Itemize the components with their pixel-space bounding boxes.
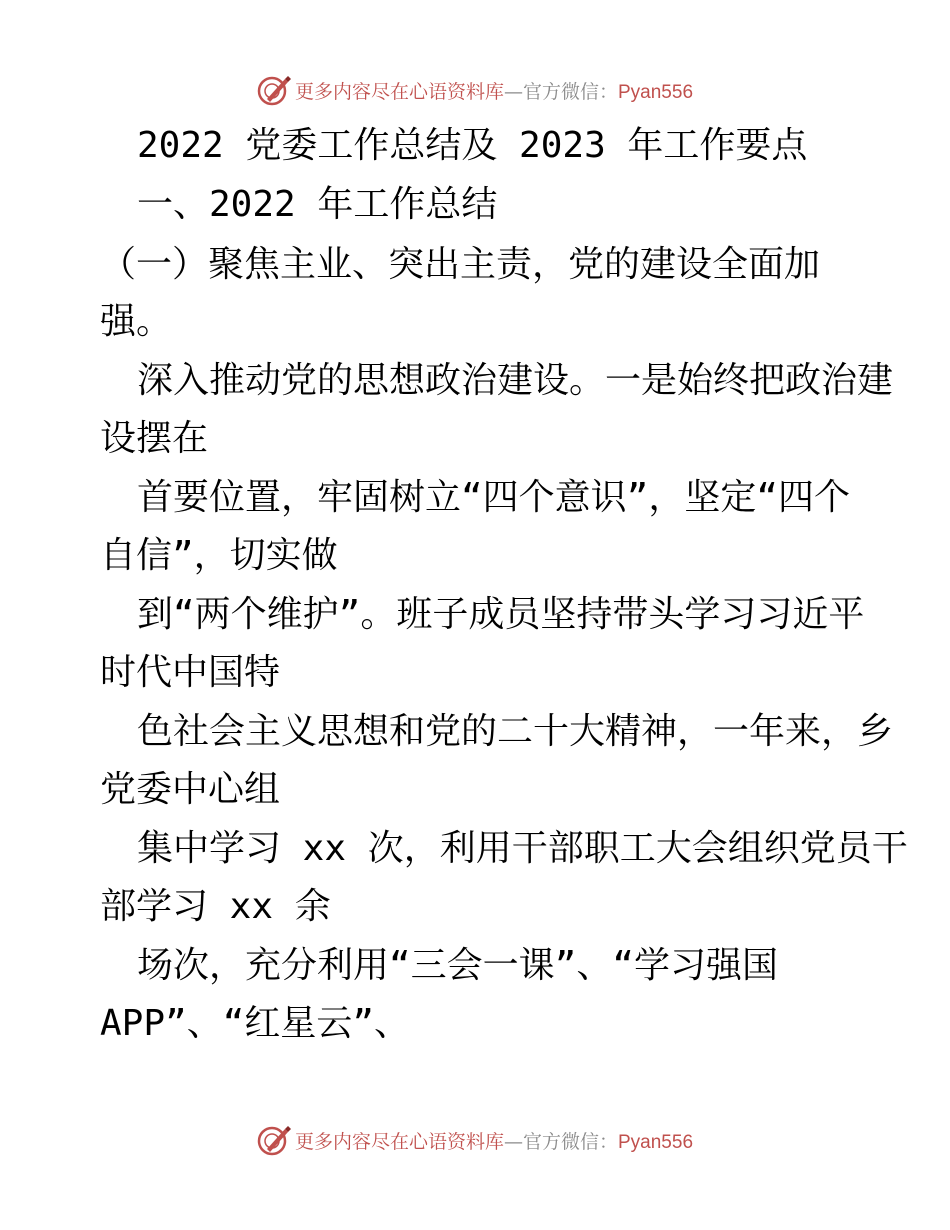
text-line: 深入推动党的思想政治建设。一是始终把政治建 xyxy=(137,360,894,401)
text-line: 强。 xyxy=(100,301,173,342)
text-line: 到“两个维护”。班子成员坚持带头学习习近平 xyxy=(137,594,865,635)
text-line: 色社会主义思想和党的二十大精神，一年来，乡 xyxy=(137,711,894,752)
text-line: APP”、“红星云”、 xyxy=(100,1003,411,1044)
text-line: 首要位置，牢固树立“四个意识”，坚定“四个 xyxy=(137,477,851,518)
text-line: 部学习 xx 余 xyxy=(100,886,331,927)
header-site-text: 更多内容尽在心语资料库 xyxy=(294,80,504,103)
text-line: 党委中心组 xyxy=(100,769,281,810)
footer-watermark xyxy=(0,1120,950,1160)
subsection-heading: （一）聚焦主业、突出主责，党的建设全面加 xyxy=(100,244,821,285)
header-dash: — xyxy=(503,80,523,103)
text-line: 场次，充分利用“三会一课”、“学习强国 xyxy=(137,945,779,986)
footer-wechat-id: Pyan556 xyxy=(618,1131,694,1153)
text-line: 设摆在 xyxy=(100,418,209,459)
pen-logo-icon xyxy=(257,1123,291,1157)
header-wechat-label: 官方微信： xyxy=(522,80,618,103)
text-line: 自信”，切实做 xyxy=(100,535,338,576)
text-line: 时代中国特 xyxy=(100,652,281,693)
footer-wechat-label: 官方微信： xyxy=(522,1130,618,1153)
text-line: 集中学习 xx 次，利用干部职工大会组织党员干 xyxy=(137,828,908,869)
title-line: 2022 党委工作总结及 2023 年工作要点 xyxy=(137,125,808,166)
footer-dash: — xyxy=(503,1130,523,1153)
header-wechat-id: Pyan556 xyxy=(618,81,694,103)
section-heading: 一、2022 年工作总结 xyxy=(137,184,498,225)
footer-site-text: 更多内容尽在心语资料库 xyxy=(294,1130,504,1153)
